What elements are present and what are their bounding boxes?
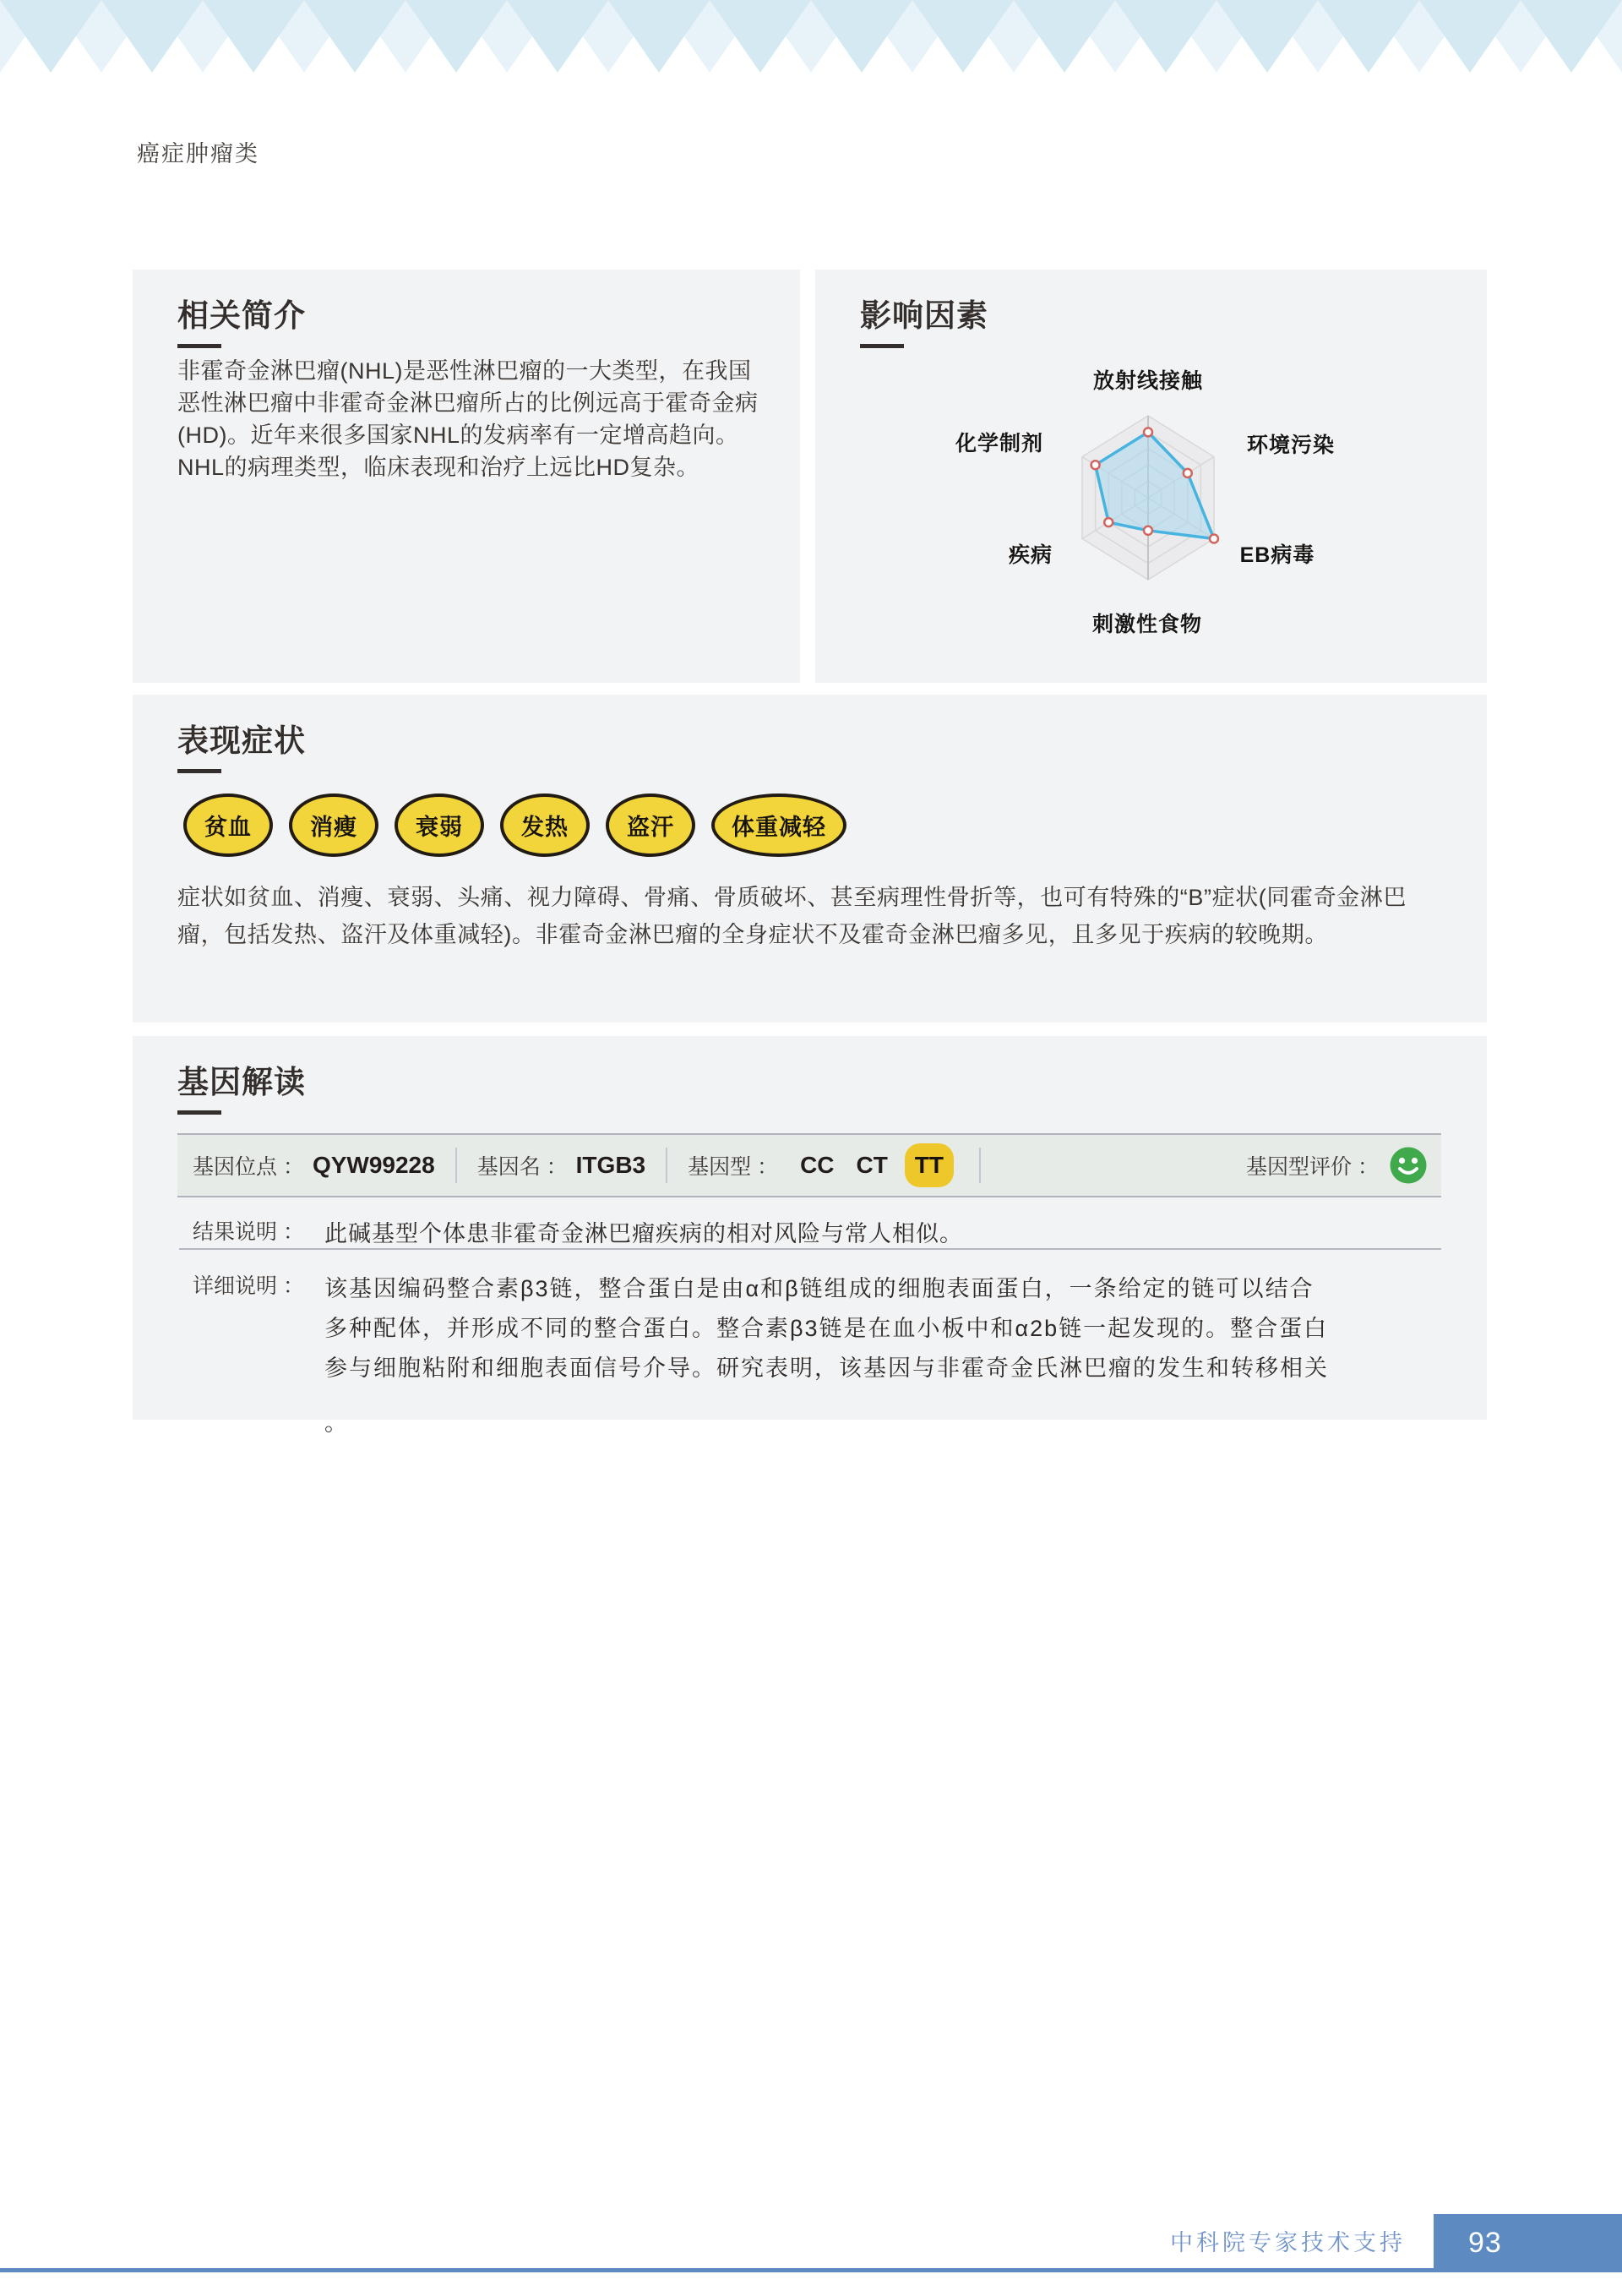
page-number: 93 [1468,2227,1502,2259]
horizontal-divider [179,1248,1441,1250]
symptom-tag: 消瘦 [289,794,378,857]
radar-axis-label: 化学制剂 [955,432,1044,455]
genotype-option-cc: CC [800,1152,835,1178]
genotype-option-tt-selected: TT [905,1143,954,1187]
intro-panel-title: 相关简介 [177,298,306,333]
gene-name-value: ITGB3 [575,1152,646,1178]
vertical-divider [455,1148,457,1183]
symptom-tags-row [183,794,1487,857]
gene-panel [133,1036,1487,1436]
title-underline [860,344,904,348]
factors-panel-title: 影响因素 [860,298,988,333]
genotype-option-ct: CT [856,1152,888,1178]
result-text: 此碱基型个体患非霍奇金淋巴瘤疾病的相对风险与常人相似。 [324,1221,963,1246]
detail-line: 该基因编码整合素β3链，整合蛋白是由α和β链组成的细胞表面蛋白，一条给定的链可以结合 [324,1276,1314,1301]
result-label: 结果说明 ： [193,1220,304,1244]
result-row [193,1215,963,1248]
title-underline [177,344,221,348]
vertical-divider [666,1148,667,1183]
detail-label: 详细说明 ： [193,1274,304,1298]
page-category-label: 癌症肿瘤类 [137,141,259,166]
symptom-tag: 发热 [500,794,590,857]
zigzag-pattern [0,0,1622,78]
radar-axis-label: 环境污染 [1246,434,1336,457]
symptom-tag: 衰弱 [395,794,484,857]
genotype-label: 基因型 ： [688,1155,779,1179]
symptom-tag: 体重减轻 [711,794,846,857]
footer-support-text: 中科院专家技术支持 [1170,2230,1406,2255]
detail-line: 多种配体，并形成不同的整合蛋白。整合素β3链是在血小板中和α2b链一起发现的。整合蛋白 [324,1316,1329,1341]
detail-line: 。 [324,1410,349,1436]
genotype-evaluation-label: 基因型评价 ： [1246,1155,1379,1179]
detail-text-block [324,1269,1329,1443]
detail-row [193,1269,1329,1443]
symptoms-body-text: 症状如贫血、消瘦、衰弱、头痛、视力障碍、骨痛、骨质破坏、甚至病理性骨折等，也可有特殊的“B”症状(同霍奇金淋巴瘤，包括发热、盗汗及体重减轻)。非霍奇金淋巴瘤的全身症状不及霍奇金淋巴瘤多见，且多见于疾病的较晚期。 [177,885,1407,947]
radar-axis-label: 疾病 [1008,543,1053,567]
smiley-green-icon [1389,1146,1428,1185]
footer-rule-line [0,2268,1622,2272]
gene-locus-label: 基因位点 ： [193,1155,304,1179]
title-underline [177,1110,221,1115]
radar-axis-label: 放射线接触 [1092,369,1204,393]
gene-locus-value: QYW99228 [312,1152,435,1178]
decorative-zigzag-banner [0,0,1622,78]
page-number-box [1434,2214,1622,2272]
symptom-tag: 盗汗 [606,794,695,857]
intro-body-text: 非霍奇金淋巴瘤(NHL)是恶性淋巴瘤的一大类型，在我国恶性淋巴瘤中非霍奇金淋巴瘤所占的比例远高于霍奇金病(HD)。近年来很多国家NHL的发病率有一定增高趋向。NHL的病理类型，临床表现和治疗上远比HD复杂。 [177,358,759,480]
radar-axis-label: EB病毒 [1239,543,1315,567]
gene-panel-title: 基因解读 [177,1065,306,1099]
symptom-tag: 贫血 [183,794,273,857]
vertical-divider [979,1148,981,1183]
intro-panel [133,270,800,683]
detail-line: 参与细胞粘附和细胞表面信号介导。研究表明，该基因与非霍奇金氏淋巴瘤的发生和转移相关 [324,1355,1329,1381]
gene-info-row [177,1133,1441,1197]
radar-axis-label: 刺激性食物 [1091,613,1203,636]
symptoms-panel [133,695,1487,1023]
factors-panel [815,270,1487,683]
symptoms-panel-title: 表现症状 [177,723,306,758]
title-underline [177,769,221,773]
gene-name-label: 基因名 ： [476,1155,568,1179]
